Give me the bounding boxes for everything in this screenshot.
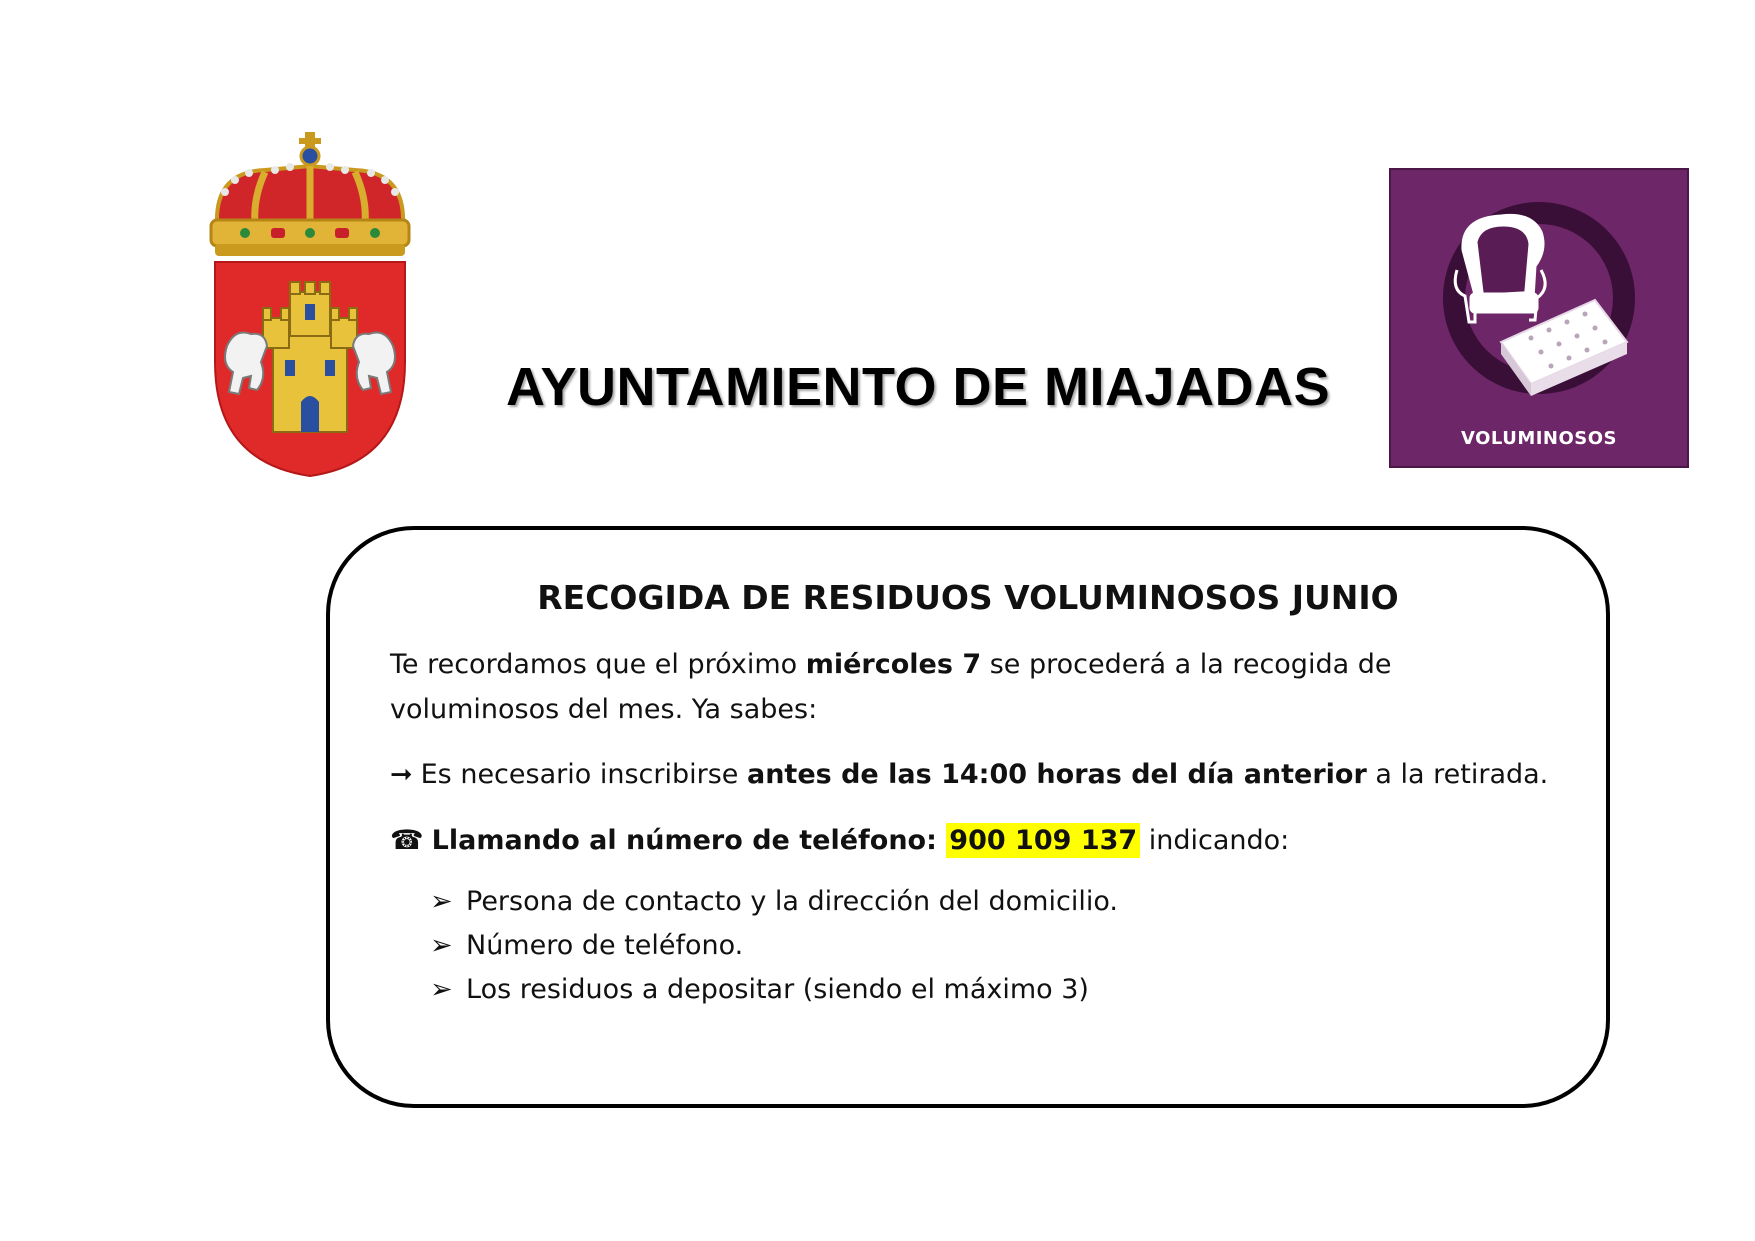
deadline-text: Es necesario inscribirse — [420, 759, 747, 790]
list-item-text: Los residuos a depositar (siendo el máximo 3) — [466, 974, 1089, 1005]
arrowhead-bullet-icon: ➢ — [430, 974, 453, 1005]
crown-icon — [211, 132, 409, 256]
coat-of-arms-icon — [205, 132, 415, 478]
list-item — [430, 880, 1118, 924]
notice-box — [326, 526, 1610, 1108]
notice-title: RECOGIDA DE RESIDUOS VOLUMINOSOS JUNIO — [537, 578, 1399, 617]
furniture-icon — [1391, 170, 1687, 466]
list-item — [430, 924, 1118, 968]
requirements-list — [430, 880, 1118, 1012]
intro-text: Te recordamos que el próximo — [390, 649, 806, 680]
phone-text-end: indicando: — [1140, 825, 1290, 856]
collection-date: miércoles 7 — [805, 649, 982, 680]
intro-paragraph — [390, 642, 1560, 732]
phone-icon: ☎ — [390, 825, 424, 856]
deadline-line — [390, 752, 1560, 797]
arrow-right-icon: ➞ — [390, 759, 413, 790]
page-title: AYUNTAMIENTO DE MIAJADAS — [506, 357, 1331, 417]
arrowhead-bullet-icon: ➢ — [430, 930, 453, 961]
phone-number: 900 109 137 — [946, 823, 1140, 858]
intro-text-end: se procederá a la recogida de voluminosos del mes. Ya sabes: — [390, 649, 1392, 725]
logo-label: VOLUMINOSOS — [1460, 428, 1618, 449]
voluminosos-logo — [1389, 168, 1689, 468]
deadline-bold: antes de las 14:00 horas del día anterior — [746, 759, 1367, 790]
list-item — [430, 968, 1118, 1012]
phone-label: Llamando al número de teléfono: — [431, 825, 947, 856]
phone-line — [390, 818, 1560, 863]
list-item-text: Persona de contacto y la dirección del domicilio. — [466, 886, 1118, 917]
list-item-text: Número de teléfono. — [466, 930, 744, 961]
arrowhead-bullet-icon: ➢ — [430, 886, 453, 917]
deadline-text-end: a la retirada. — [1366, 759, 1549, 790]
